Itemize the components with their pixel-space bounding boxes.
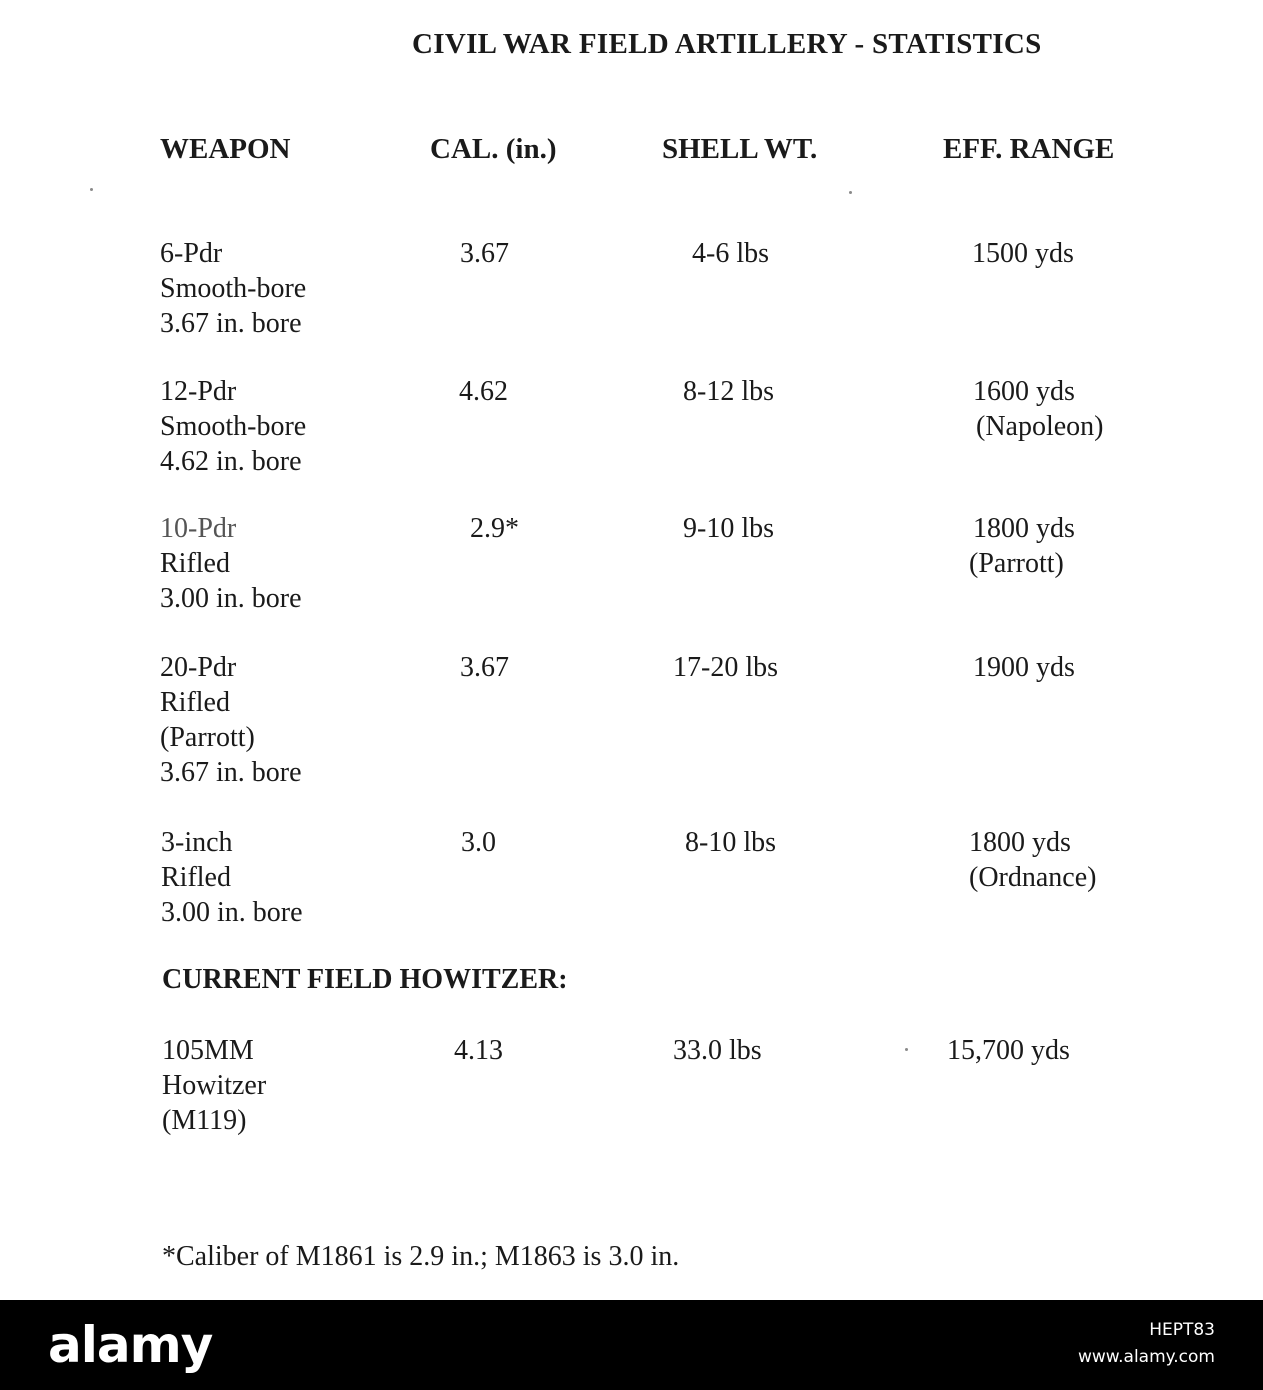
- weapon-name: 10-Pdr: [160, 513, 237, 544]
- weapon-bore: 3.00 in. bore: [160, 583, 302, 614]
- weapon-bore: 3.67 in. bore: [160, 308, 302, 339]
- caliber-value: 3.0: [461, 827, 496, 858]
- weapon-type: Howitzer: [162, 1070, 267, 1101]
- weapon-name: 105MM: [162, 1035, 254, 1066]
- weapon-maker: (Parrott): [160, 722, 255, 753]
- caliber-value: 4.13: [454, 1035, 503, 1066]
- column-header-effective-range: EFF. RANGE: [943, 133, 1115, 165]
- shell-weight-value: 8-12 lbs: [683, 376, 774, 407]
- weapon-name: 3-inch: [161, 827, 233, 858]
- weapon-type: Rifled: [160, 687, 230, 718]
- weapon-name: 12-Pdr: [160, 376, 237, 407]
- weapon-bore: 3.67 in. bore: [160, 757, 302, 788]
- weapon-name: 6-Pdr: [160, 238, 223, 269]
- caliber-value: 3.67: [460, 238, 509, 269]
- shell-weight-value: 33.0 lbs: [673, 1035, 762, 1066]
- weapon-name: 20-Pdr: [160, 652, 237, 683]
- scan-speck: [849, 191, 852, 194]
- shell-weight-value: 9-10 lbs: [683, 513, 774, 544]
- range-note: (Napoleon): [976, 411, 1104, 442]
- document-title: CIVIL WAR FIELD ARTILLERY - STATISTICS: [412, 28, 1042, 60]
- scan-speck: [90, 188, 93, 191]
- column-header-caliber: CAL. (in.): [430, 133, 557, 165]
- range-note: (Parrott): [969, 548, 1064, 579]
- range-value: 1800 yds: [973, 513, 1075, 544]
- range-note: (Ordnance): [969, 862, 1097, 893]
- image-id: HEPT83: [1149, 1320, 1215, 1340]
- caliber-value: 3.67: [460, 652, 509, 683]
- weapon-type: Smooth-bore: [160, 273, 307, 304]
- caliber-value: 4.62: [459, 376, 508, 407]
- section-heading: CURRENT FIELD HOWITZER:: [162, 964, 568, 995]
- column-header-shell-weight: SHELL WT.: [662, 133, 818, 165]
- scan-speck: [905, 1048, 908, 1051]
- site-url: www.alamy.com: [1077, 1347, 1215, 1367]
- weapon-model: (M119): [162, 1105, 247, 1136]
- shell-weight-value: 17-20 lbs: [673, 652, 778, 683]
- shell-weight-value: 4-6 lbs: [692, 238, 769, 269]
- weapon-bore: 3.00 in. bore: [161, 897, 303, 928]
- weapon-bore: 4.62 in. bore: [160, 446, 302, 477]
- brand-logo: alamy: [48, 1316, 213, 1374]
- range-value: 1500 yds: [972, 238, 1074, 269]
- weapon-type: Rifled: [161, 862, 231, 893]
- range-value: 1800 yds: [969, 827, 1071, 858]
- range-value: 1600 yds: [973, 376, 1075, 407]
- range-value: 1900 yds: [973, 652, 1075, 683]
- shell-weight-value: 8-10 lbs: [685, 827, 776, 858]
- range-value: 15,700 yds: [947, 1035, 1070, 1066]
- column-header-weapon: WEAPON: [160, 133, 291, 165]
- footnote: *Caliber of M1861 is 2.9 in.; M1863 is 3.0 in.: [162, 1241, 680, 1272]
- caliber-value: 2.9*: [470, 513, 519, 544]
- weapon-type: Rifled: [160, 548, 230, 579]
- weapon-type: Smooth-bore: [160, 411, 307, 442]
